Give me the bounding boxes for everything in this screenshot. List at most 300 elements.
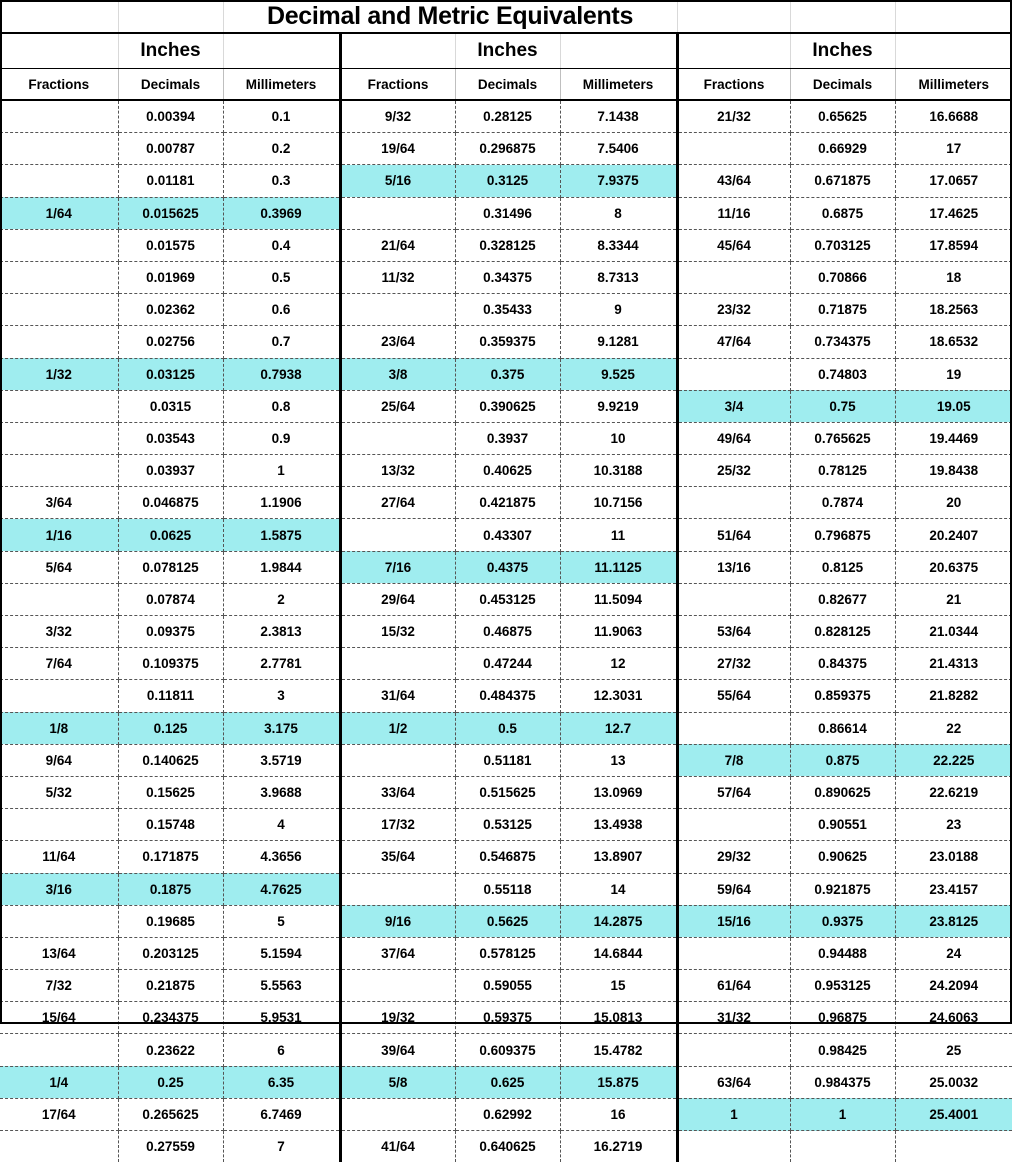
cell-fraction-block3 [677,487,790,519]
cell-millimeter-block3: 17.8594 [895,229,1012,261]
cell-millimeter-block3: 24 [895,937,1012,969]
cell-fraction-block2 [340,422,455,454]
cell-fraction-block1: 9/64 [0,744,118,776]
cell-decimal-block3: 0.70866 [790,261,895,293]
group-header-row [0,33,1012,69]
cell-decimal-block2: 0.453125 [455,583,560,615]
cell-fraction-block1: 3/64 [0,487,118,519]
cell-decimal-block2: 0.390625 [455,390,560,422]
cell-decimal-block2: 0.62992 [455,1098,560,1130]
cell-decimal-block2: 0.515625 [455,776,560,808]
cell-decimal-block1: 0.125 [118,712,223,744]
cell-fraction-block3: 1 [677,1098,790,1130]
cell-decimal-block3: 0.75 [790,390,895,422]
group-spacer-b1-left [0,33,118,69]
table-row [0,1002,1012,1034]
cell-decimal-block2: 0.5 [455,712,560,744]
title-spacer-right-2 [790,0,895,33]
cell-decimal-block3: 0.90551 [790,809,895,841]
cell-fraction-block1: 3/32 [0,616,118,648]
cell-decimal-block2: 0.640625 [455,1131,560,1162]
cell-fraction-block1 [0,294,118,326]
table-row [0,551,1012,583]
cell-millimeter-block1: 0.2 [223,133,340,165]
cell-decimal-block3 [790,1131,895,1162]
cell-millimeter-block1: 1.5875 [223,519,340,551]
cell-decimal-block1: 0.07874 [118,583,223,615]
cell-fraction-block2: 27/64 [340,487,455,519]
cell-millimeter-block1: 2.7781 [223,648,340,680]
cell-fraction-block3: 23/32 [677,294,790,326]
table-row [0,390,1012,422]
cell-decimal-block3: 0.65625 [790,100,895,133]
cell-fraction-block3: 21/32 [677,100,790,133]
cell-millimeter-block1: 6.7469 [223,1098,340,1130]
cell-decimal-block2: 0.35433 [455,294,560,326]
cell-millimeter-block3: 22.225 [895,744,1012,776]
cell-millimeter-block1: 2 [223,583,340,615]
cell-millimeter-block1: 5.5563 [223,970,340,1002]
header-millimeters-block3: Millimeters [895,69,1012,101]
cell-fraction-block1: 5/64 [0,551,118,583]
cell-fraction-block1 [0,905,118,937]
cell-millimeter-block3: 17.0657 [895,165,1012,197]
cell-decimal-block1: 0.1875 [118,873,223,905]
cell-fraction-block1 [0,422,118,454]
table-row [0,1034,1012,1066]
title-spacer-left-1 [0,0,118,33]
cell-fraction-block2: 5/8 [340,1066,455,1098]
cell-millimeter-block3: 21 [895,583,1012,615]
cell-decimal-block3: 0.890625 [790,776,895,808]
cell-millimeter-block3: 24.2094 [895,970,1012,1002]
page-title: Decimal and Metric Equivalents [223,0,677,33]
cell-fraction-block1 [0,809,118,841]
cell-millimeter-block2: 11.1125 [560,551,677,583]
cell-fraction-block3: 27/32 [677,648,790,680]
cell-decimal-block3: 0.66929 [790,133,895,165]
cell-fraction-block2: 29/64 [340,583,455,615]
cell-millimeter-block3: 18.2563 [895,294,1012,326]
header-decimals-block2: Decimals [455,69,560,101]
cell-fraction-block3: 25/32 [677,455,790,487]
cell-fraction-block3 [677,583,790,615]
cell-fraction-block3: 47/64 [677,326,790,358]
cell-millimeter-block3: 23 [895,809,1012,841]
cell-decimal-block2: 0.5625 [455,905,560,937]
title-spacer-right-3 [895,0,1012,33]
group-spacer-b2-right [560,33,677,69]
cell-decimal-block2: 0.47244 [455,648,560,680]
cell-decimal-block3: 0.984375 [790,1066,895,1098]
header-fractions-block3: Fractions [677,69,790,101]
cell-millimeter-block3: 19.4469 [895,422,1012,454]
cell-fraction-block2: 17/32 [340,809,455,841]
cell-decimal-block2: 0.296875 [455,133,560,165]
cell-millimeter-block2: 10 [560,422,677,454]
cell-millimeter-block1: 0.3 [223,165,340,197]
cell-millimeter-block1: 4 [223,809,340,841]
cell-millimeter-block3 [895,1131,1012,1162]
cell-fraction-block2: 41/64 [340,1131,455,1162]
cell-fraction-block2 [340,873,455,905]
cell-fraction-block2: 13/32 [340,455,455,487]
cell-fraction-block3: 59/64 [677,873,790,905]
cell-decimal-block2: 0.55118 [455,873,560,905]
cell-fraction-block1: 7/64 [0,648,118,680]
cell-fraction-block1 [0,455,118,487]
cell-millimeter-block2: 12.3031 [560,680,677,712]
cell-millimeter-block1: 0.4 [223,229,340,261]
cell-decimal-block2: 0.578125 [455,937,560,969]
cell-millimeter-block2: 9.9219 [560,390,677,422]
cell-fraction-block3 [677,261,790,293]
cell-fraction-block2 [340,744,455,776]
cell-decimal-block1: 0.078125 [118,551,223,583]
cell-fraction-block3 [677,1034,790,1066]
cell-fraction-block2: 33/64 [340,776,455,808]
cell-millimeter-block2: 7.1438 [560,100,677,133]
cell-millimeter-block2: 15 [560,970,677,1002]
cell-decimal-block3: 0.96875 [790,1002,895,1034]
cell-millimeter-block1: 6 [223,1034,340,1066]
cell-fraction-block2: 15/32 [340,616,455,648]
cell-decimal-block1: 0.140625 [118,744,223,776]
cell-fraction-block3: 57/64 [677,776,790,808]
cell-millimeter-block3: 24.6063 [895,1002,1012,1034]
table-row [0,455,1012,487]
cell-fraction-block3: 55/64 [677,680,790,712]
cell-decimal-block2: 0.375 [455,358,560,390]
header-fractions-block2: Fractions [340,69,455,101]
cell-fraction-block2: 23/64 [340,326,455,358]
cell-fraction-block2 [340,648,455,680]
cell-decimal-block2: 0.609375 [455,1034,560,1066]
cell-decimal-block3: 0.953125 [790,970,895,1002]
cell-fraction-block2: 21/64 [340,229,455,261]
table-row [0,294,1012,326]
cell-millimeter-block3: 16.6688 [895,100,1012,133]
cell-millimeter-block2: 10.3188 [560,455,677,487]
cell-millimeter-block2: 9.1281 [560,326,677,358]
cell-fraction-block3: 11/16 [677,197,790,229]
cell-fraction-block3: 43/64 [677,165,790,197]
cell-millimeter-block1: 0.1 [223,100,340,133]
cell-millimeter-block2: 11 [560,519,677,551]
cell-millimeter-block3: 23.8125 [895,905,1012,937]
cell-fraction-block3 [677,358,790,390]
cell-decimal-block3: 0.71875 [790,294,895,326]
table-row [0,1098,1012,1130]
cell-decimal-block3: 0.84375 [790,648,895,680]
cell-millimeter-block1: 4.7625 [223,873,340,905]
cell-fraction-block2 [340,970,455,1002]
cell-fraction-block2 [340,519,455,551]
cell-millimeter-block3: 21.4313 [895,648,1012,680]
cell-decimal-block2: 0.46875 [455,616,560,648]
cell-decimal-block1: 0.01969 [118,261,223,293]
table-row [0,100,1012,133]
cell-millimeter-block1: 5.9531 [223,1002,340,1034]
cell-millimeter-block1: 0.6 [223,294,340,326]
cell-millimeter-block2: 14.2875 [560,905,677,937]
cell-decimal-block3: 0.82677 [790,583,895,615]
cell-fraction-block1: 7/32 [0,970,118,1002]
cell-millimeter-block1: 0.7 [223,326,340,358]
cell-fraction-block1 [0,229,118,261]
cell-decimal-block1: 0.23622 [118,1034,223,1066]
cell-decimal-block1: 0.19685 [118,905,223,937]
cell-fraction-block1: 11/64 [0,841,118,873]
cell-decimal-block1: 0.01181 [118,165,223,197]
group-spacer-b2-left [340,33,455,69]
cell-decimal-block2: 0.359375 [455,326,560,358]
cell-decimal-block1: 0.15625 [118,776,223,808]
cell-millimeter-block3: 23.0188 [895,841,1012,873]
cell-fraction-block1: 1/64 [0,197,118,229]
cell-millimeter-block3: 20.2407 [895,519,1012,551]
cell-millimeter-block2: 13 [560,744,677,776]
title-spacer-right-1 [677,0,790,33]
cell-fraction-block1 [0,133,118,165]
cell-fraction-block1: 5/32 [0,776,118,808]
table-row [0,712,1012,744]
cell-millimeter-block3: 25.0032 [895,1066,1012,1098]
cell-millimeter-block2: 9 [560,294,677,326]
cell-fraction-block1: 13/64 [0,937,118,969]
cell-decimal-block3: 0.98425 [790,1034,895,1066]
cell-decimal-block3: 1 [790,1098,895,1130]
cell-millimeter-block3: 19.8438 [895,455,1012,487]
cell-fraction-block2 [340,1098,455,1130]
cell-millimeter-block1: 3 [223,680,340,712]
cell-fraction-block3: 45/64 [677,229,790,261]
cell-millimeter-block3: 22 [895,712,1012,744]
cell-fraction-block1 [0,326,118,358]
cell-millimeter-block1: 1.1906 [223,487,340,519]
cell-decimal-block3: 0.734375 [790,326,895,358]
cell-millimeter-block2: 12 [560,648,677,680]
cell-decimal-block3: 0.703125 [790,229,895,261]
cell-decimal-block3: 0.8125 [790,551,895,583]
cell-fraction-block1: 17/64 [0,1098,118,1130]
cell-decimal-block2: 0.3937 [455,422,560,454]
cell-millimeter-block3: 25 [895,1034,1012,1066]
cell-millimeter-block3: 22.6219 [895,776,1012,808]
group-label-block3: Inches [790,33,895,69]
cell-decimal-block2: 0.34375 [455,261,560,293]
cell-fraction-block2: 1/2 [340,712,455,744]
cell-millimeter-block3: 25.4001 [895,1098,1012,1130]
cell-decimal-block3: 0.859375 [790,680,895,712]
cell-millimeter-block3: 23.4157 [895,873,1012,905]
cell-decimal-block2: 0.53125 [455,809,560,841]
cell-millimeter-block2: 7.5406 [560,133,677,165]
cell-fraction-block3: 31/32 [677,1002,790,1034]
cell-millimeter-block3: 17.4625 [895,197,1012,229]
cell-decimal-block3: 0.765625 [790,422,895,454]
cell-decimal-block3: 0.828125 [790,616,895,648]
cell-fraction-block2: 19/64 [340,133,455,165]
cell-decimal-block3: 0.671875 [790,165,895,197]
cell-millimeter-block3: 17 [895,133,1012,165]
cell-fraction-block2: 31/64 [340,680,455,712]
cell-fraction-block3: 49/64 [677,422,790,454]
cell-millimeter-block2: 15.875 [560,1066,677,1098]
cell-fraction-block2: 19/32 [340,1002,455,1034]
cell-millimeter-block3: 19.05 [895,390,1012,422]
cell-millimeter-block1: 3.9688 [223,776,340,808]
cell-fraction-block1: 15/64 [0,1002,118,1034]
cell-fraction-block2 [340,197,455,229]
cell-millimeter-block1: 0.9 [223,422,340,454]
cell-decimal-block3: 0.9375 [790,905,895,937]
cell-millimeter-block1: 5.1594 [223,937,340,969]
cell-millimeter-block1: 1.9844 [223,551,340,583]
cell-fraction-block3: 61/64 [677,970,790,1002]
cell-decimal-block1: 0.265625 [118,1098,223,1130]
group-spacer-b3-right [895,33,1012,69]
column-header-row [0,69,1012,101]
cell-millimeter-block2: 8.3344 [560,229,677,261]
cell-millimeter-block2: 14 [560,873,677,905]
cell-decimal-block2: 0.484375 [455,680,560,712]
cell-decimal-block1: 0.03543 [118,422,223,454]
cell-fraction-block1 [0,390,118,422]
cell-fraction-block3: 3/4 [677,390,790,422]
cell-millimeter-block2: 13.8907 [560,841,677,873]
table-row [0,197,1012,229]
cell-decimal-block3: 0.74803 [790,358,895,390]
table-row [0,809,1012,841]
cell-fraction-block3: 63/64 [677,1066,790,1098]
cell-decimal-block1: 0.203125 [118,937,223,969]
table-row [0,229,1012,261]
cell-fraction-block1 [0,1131,118,1162]
table-row [0,841,1012,873]
cell-fraction-block3 [677,809,790,841]
cell-millimeter-block1: 0.8 [223,390,340,422]
cell-fraction-block1: 3/16 [0,873,118,905]
cell-millimeter-block2: 14.6844 [560,937,677,969]
cell-decimal-block2: 0.328125 [455,229,560,261]
cell-decimal-block2: 0.51181 [455,744,560,776]
table-row [0,937,1012,969]
group-spacer-b1-right [223,33,340,69]
cell-decimal-block1: 0.03125 [118,358,223,390]
cell-fraction-block2: 35/64 [340,841,455,873]
cell-fraction-block1: 1/16 [0,519,118,551]
cell-millimeter-block3: 21.0344 [895,616,1012,648]
cell-decimal-block1: 0.27559 [118,1131,223,1162]
cell-fraction-block1 [0,261,118,293]
cell-millimeter-block2: 11.9063 [560,616,677,648]
table-row [0,487,1012,519]
table-row [0,1066,1012,1098]
cell-fraction-block1: 1/4 [0,1066,118,1098]
cell-decimal-block2: 0.43307 [455,519,560,551]
cell-decimal-block1: 0.00394 [118,100,223,133]
cell-millimeter-block2: 15.4782 [560,1034,677,1066]
cell-decimal-block2: 0.625 [455,1066,560,1098]
cell-millimeter-block3: 20 [895,487,1012,519]
cell-fraction-block3 [677,937,790,969]
cell-decimal-block2: 0.546875 [455,841,560,873]
table-row [0,583,1012,615]
cell-fraction-block2: 39/64 [340,1034,455,1066]
title-spacer-left-2 [118,0,223,33]
title-row [0,0,1012,33]
table-row [0,165,1012,197]
cell-decimal-block3: 0.7874 [790,487,895,519]
cell-millimeter-block1: 4.3656 [223,841,340,873]
cell-fraction-block1 [0,583,118,615]
cell-decimal-block3: 0.875 [790,744,895,776]
cell-millimeter-block3: 19 [895,358,1012,390]
cell-millimeter-block3: 21.8282 [895,680,1012,712]
cell-decimal-block1: 0.046875 [118,487,223,519]
cell-fraction-block2: 11/32 [340,261,455,293]
cell-decimal-block2: 0.4375 [455,551,560,583]
table-row [0,133,1012,165]
table-row [0,261,1012,293]
cell-fraction-block2: 9/32 [340,100,455,133]
cell-fraction-block2 [340,294,455,326]
cell-decimal-block1: 0.0625 [118,519,223,551]
cell-decimal-block2: 0.40625 [455,455,560,487]
cell-millimeter-block1: 2.3813 [223,616,340,648]
table-row [0,1131,1012,1162]
cell-decimal-block1: 0.015625 [118,197,223,229]
cell-millimeter-block1: 0.7938 [223,358,340,390]
cell-millimeter-block2: 11.5094 [560,583,677,615]
table-row [0,358,1012,390]
cell-millimeter-block2: 16 [560,1098,677,1130]
cell-millimeter-block2: 10.7156 [560,487,677,519]
cell-fraction-block3 [677,1131,790,1162]
cell-millimeter-block2: 8.7313 [560,261,677,293]
table-row [0,905,1012,937]
table-row [0,326,1012,358]
cell-decimal-block2: 0.59375 [455,1002,560,1034]
table-row [0,744,1012,776]
cell-decimal-block1: 0.234375 [118,1002,223,1034]
cell-millimeter-block1: 5 [223,905,340,937]
table-row [0,422,1012,454]
cell-decimal-block1: 0.25 [118,1066,223,1098]
table-row [0,970,1012,1002]
cell-fraction-block2: 37/64 [340,937,455,969]
cell-decimal-block2: 0.3125 [455,165,560,197]
table-row [0,680,1012,712]
cell-fraction-block1 [0,1034,118,1066]
cell-millimeter-block1: 0.5 [223,261,340,293]
table-row [0,616,1012,648]
cell-millimeter-block3: 18 [895,261,1012,293]
cell-millimeter-block2: 13.4938 [560,809,677,841]
group-spacer-b3-left [677,33,790,69]
cell-decimal-block3: 0.921875 [790,873,895,905]
cell-fraction-block1: 1/8 [0,712,118,744]
group-label-block1: Inches [118,33,223,69]
cell-millimeter-block3: 20.6375 [895,551,1012,583]
cell-decimal-block1: 0.02362 [118,294,223,326]
cell-fraction-block1 [0,100,118,133]
cell-fraction-block3 [677,133,790,165]
cell-fraction-block1 [0,680,118,712]
cell-fraction-block3: 15/16 [677,905,790,937]
cell-millimeter-block1: 7 [223,1131,340,1162]
